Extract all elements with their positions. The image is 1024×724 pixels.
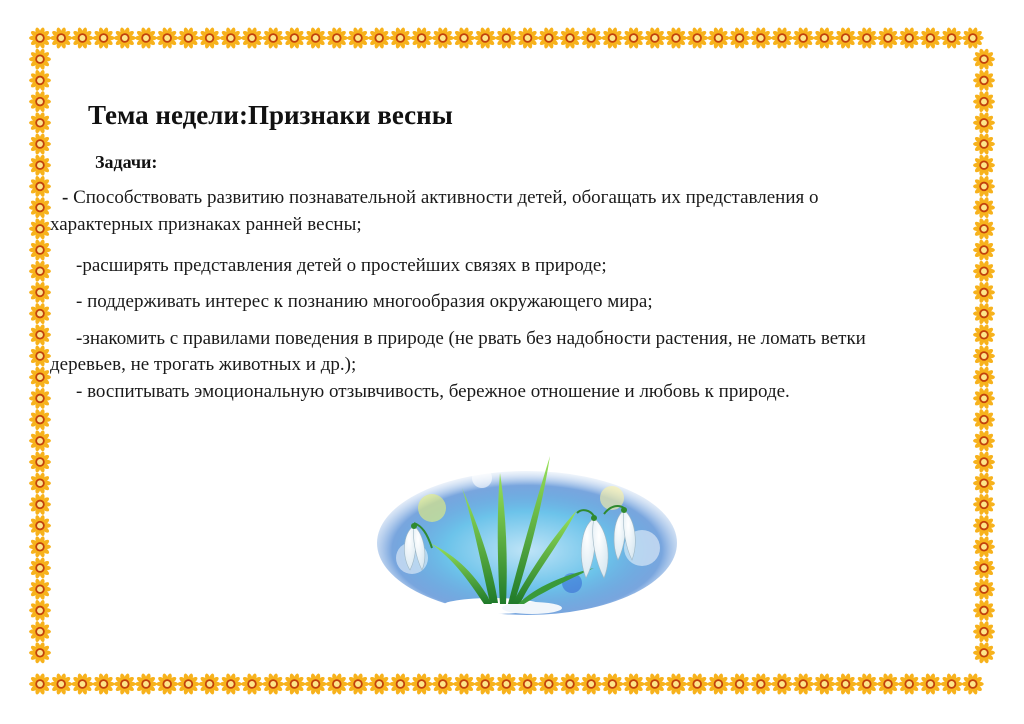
border-flower-icon [29, 303, 51, 325]
border-flower-icon [220, 673, 242, 695]
border-flower-icon [792, 27, 814, 49]
border-flower-icon [973, 515, 995, 537]
border-flower-icon [973, 430, 995, 452]
border-flower-icon [177, 27, 199, 49]
border-flower-icon [241, 673, 263, 695]
border-flower-icon [623, 27, 645, 49]
border-flower-icon [707, 673, 729, 695]
task-dash: - [62, 187, 69, 208]
border-flower-icon [50, 27, 72, 49]
border-flower-icon [29, 133, 51, 155]
border-flower-icon [29, 48, 51, 70]
border-flower-icon [973, 133, 995, 155]
border-flower-icon [973, 197, 995, 219]
border-flower-icon [326, 673, 348, 695]
border-flower-icon [835, 673, 857, 695]
border-flower-icon [29, 578, 51, 600]
border-flower-icon [29, 260, 51, 282]
border-flower-icon [135, 673, 157, 695]
border-flower-icon [973, 451, 995, 473]
border-flower-icon [792, 673, 814, 695]
task-item-3: - поддерживать интерес к познанию многообразия окружающего мира; [76, 291, 653, 312]
border-flower-icon [771, 27, 793, 49]
border-flower-icon [559, 27, 581, 49]
border-flower-icon [973, 366, 995, 388]
border-flower-icon [495, 27, 517, 49]
border-flower-icon [856, 27, 878, 49]
border-flower-icon [707, 27, 729, 49]
border-flower-icon [389, 27, 411, 49]
border-flower-icon [29, 281, 51, 303]
border-flower-icon [262, 673, 284, 695]
border-flower-icon [135, 27, 157, 49]
border-flower-icon [305, 27, 327, 49]
border-flower-icon [973, 324, 995, 346]
task-item-1-line-1 [62, 186, 819, 210]
border-flower-icon [973, 303, 995, 325]
border-flower-icon [29, 673, 51, 695]
border-flower-icon [29, 218, 51, 240]
border-flower-icon [973, 69, 995, 91]
border-flower-icon [29, 599, 51, 621]
border-flower-icon [347, 27, 369, 49]
border-flower-icon [517, 27, 539, 49]
border-flower-icon [580, 27, 602, 49]
border-flower-icon [973, 281, 995, 303]
border-flower-icon [283, 27, 305, 49]
border-flower-icon [199, 27, 221, 49]
border-flower-icon [411, 673, 433, 695]
border-flower-icon [973, 493, 995, 515]
border-flower-icon [93, 27, 115, 49]
border-flower-icon [347, 673, 369, 695]
border-flower-icon [29, 387, 51, 409]
border-flower-icon [973, 557, 995, 579]
border-flower-icon [305, 673, 327, 695]
border-flower-icon [973, 260, 995, 282]
border-flower-icon [474, 27, 496, 49]
border-flower-icon [177, 673, 199, 695]
border-flower-icon [453, 27, 475, 49]
border-flower-icon [368, 27, 390, 49]
border-flower-icon [898, 27, 920, 49]
border-flower-icon [686, 673, 708, 695]
border-flower-icon [29, 345, 51, 367]
border-flower-icon [729, 27, 751, 49]
task-item-5: - воспитывать эмоциональную отзывчивость, бережное отношение и любовь к природе. [76, 381, 790, 402]
border-flower-icon [686, 27, 708, 49]
border-flower-icon [29, 112, 51, 134]
border-flower-icon [71, 673, 93, 695]
border-flower-icon [973, 578, 995, 600]
border-flower-icon [973, 239, 995, 261]
border-flower-icon [665, 27, 687, 49]
border-flower-icon [29, 451, 51, 473]
task-item-4-line-1: -знакомить с правилами поведения в природе (не рвать без надобности растения, не ломать ветки [76, 328, 866, 349]
border-flower-icon [813, 27, 835, 49]
border-flower-icon [580, 673, 602, 695]
border-flower-icon [750, 27, 772, 49]
border-flower-icon [114, 673, 136, 695]
border-flower-icon [973, 599, 995, 621]
border-flower-icon [453, 673, 475, 695]
border-flower-icon [29, 154, 51, 176]
border-flower-icon [973, 621, 995, 643]
border-flower-icon [973, 387, 995, 409]
task-item-2: -расширять представления детей о простейших связях в природе; [76, 255, 607, 276]
task-item-4-line-2: деревьев, не трогать животных и др.); [50, 354, 357, 375]
border-flower-icon [199, 673, 221, 695]
border-flower-icon [71, 27, 93, 49]
border-flower-icon [856, 673, 878, 695]
border-flower-icon [729, 673, 751, 695]
border-flower-icon [559, 673, 581, 695]
border-flower-icon [973, 48, 995, 70]
border-flower-icon [29, 472, 51, 494]
border-flower-icon [411, 27, 433, 49]
border-flower-icon [29, 366, 51, 388]
border-flower-icon [771, 673, 793, 695]
border-flower-icon [665, 673, 687, 695]
border-flower-icon [877, 673, 899, 695]
border-flower-icon [29, 197, 51, 219]
border-flower-icon [50, 673, 72, 695]
border-flower-icon [495, 673, 517, 695]
border-flower-icon [973, 112, 995, 134]
page-title: Тема недели:Признаки весны [88, 100, 453, 130]
border-flower-icon [326, 27, 348, 49]
border-flower-icon [93, 673, 115, 695]
border-flower-icon [517, 673, 539, 695]
border-flower-icon [919, 673, 941, 695]
border-flower-icon [29, 91, 51, 113]
border-flower-icon [29, 324, 51, 346]
border-flower-icon [623, 673, 645, 695]
border-flower-icon [877, 27, 899, 49]
border-flower-icon [29, 515, 51, 537]
border-flower-icon [29, 557, 51, 579]
border-flower-icon [973, 154, 995, 176]
border-flower-icon [973, 218, 995, 240]
border-flower-icon [750, 673, 772, 695]
border-flower-icon [29, 175, 51, 197]
border-flower-icon [432, 27, 454, 49]
border-flower-icon [973, 472, 995, 494]
border-flower-icon [29, 409, 51, 431]
border-flower-icon [29, 27, 51, 49]
border-flower-icon [156, 27, 178, 49]
border-flower-icon [813, 673, 835, 695]
border-flower-icon [962, 673, 984, 695]
border-flower-icon [29, 642, 51, 664]
border-flower-icon [973, 175, 995, 197]
border-flower-icon [898, 673, 920, 695]
border-flower-icon [538, 27, 560, 49]
border-flower-icon [432, 673, 454, 695]
border-flower-icon [973, 345, 995, 367]
border-flower-icon [941, 27, 963, 49]
border-flower-icon [601, 673, 623, 695]
border-flower-icon [601, 27, 623, 49]
border-flower-icon [973, 536, 995, 558]
border-flower-icon [644, 27, 666, 49]
border-flower-icon [962, 27, 984, 49]
border-flower-icon [29, 69, 51, 91]
border-flower-icon [29, 239, 51, 261]
border-flower-icon [283, 673, 305, 695]
border-flower-icon [368, 673, 390, 695]
border-flower-icon [262, 27, 284, 49]
border-flower-icon [29, 493, 51, 515]
border-flower-icon [644, 673, 666, 695]
border-flower-icon [835, 27, 857, 49]
border-flower-icon [241, 27, 263, 49]
border-flower-icon [389, 673, 411, 695]
border-flower-icon [220, 27, 242, 49]
tasks-heading: Задачи: [95, 152, 158, 172]
border-flower-icon [29, 536, 51, 558]
task-item-1-line-2: характерных признаках ранней весны; [50, 214, 362, 235]
border-flower-icon [973, 91, 995, 113]
border-flower-icon [29, 621, 51, 643]
border-flower-icon [538, 673, 560, 695]
border-flower-icon [114, 27, 136, 49]
border-flower-icon [156, 673, 178, 695]
snowdrop-flowers-icon [372, 438, 682, 618]
border-flower-icon [474, 673, 496, 695]
border-flower-icon [973, 409, 995, 431]
task-text: Способствовать развитию познавательной активности детей, обогащать их представления о [68, 187, 819, 208]
border-flower-icon [973, 642, 995, 664]
border-flower-icon [919, 27, 941, 49]
border-flower-icon [941, 673, 963, 695]
border-flower-icon [29, 430, 51, 452]
